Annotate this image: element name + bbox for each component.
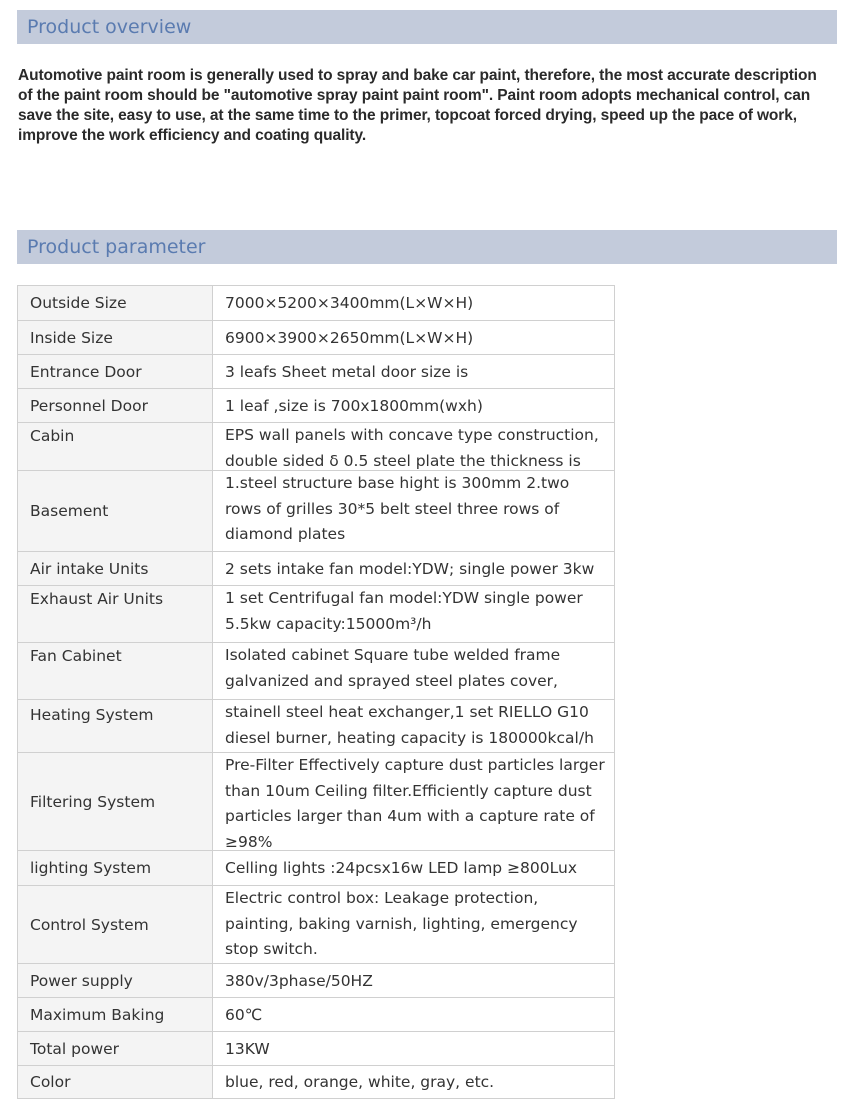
row-label: Air intake Units — [18, 552, 213, 586]
table-row — [18, 552, 615, 586]
row-label: Maximum Baking — [18, 998, 213, 1032]
row-label: Outside Size — [18, 286, 213, 321]
row-value-cell — [213, 886, 615, 964]
row-value-cell — [213, 643, 615, 700]
product-overview-text: Automotive paint room is generally used to spray and bake car paint, therefore, the most accurate description of the paint room should be "automotive spray paint paint room". Paint room adopts mechanical control, can save the site, easy to use, at the same time to the primer, topcoat forced drying, speed up the pace of work, improve the work efficiency and coating quality. — [18, 67, 817, 144]
row-value-cell — [213, 700, 615, 753]
table-row — [18, 586, 615, 643]
table-row — [18, 886, 615, 964]
row-label: Heating System — [18, 700, 213, 753]
row-label: Control System — [18, 886, 213, 964]
table-row — [18, 471, 615, 552]
row-value: 7000×5200×3400mm(L×W×H) — [213, 286, 615, 321]
row-label: Inside Size — [18, 321, 213, 355]
row-value-cell — [213, 471, 615, 552]
table-row — [18, 355, 615, 389]
table-row — [18, 1032, 615, 1066]
row-label: Entrance Door — [18, 355, 213, 389]
row-label: Exhaust Air Units — [18, 586, 213, 643]
row-label: Color — [18, 1066, 213, 1099]
table-row — [18, 851, 615, 886]
table-row — [18, 423, 615, 471]
row-value: EPS wall panels with concave type construction, double sided δ 0.5 steel plate the thickness is — [225, 426, 599, 469]
row-label: Filtering System — [18, 753, 213, 851]
row-label: Cabin — [18, 423, 213, 471]
table-row — [18, 643, 615, 700]
row-value: 1.steel structure base hight is 300mm 2.two rows of grilles 30*5 belt steel three rows of diamond plates — [225, 474, 570, 543]
product-parameter-title: Product parameter — [27, 236, 206, 258]
row-label: Personnel Door — [18, 389, 213, 423]
row-value: stainell steel heat exchanger,1 set RIELLO G10 diesel burner, heating capacity is 180000kcal/h — [225, 703, 594, 747]
row-label: Total power — [18, 1032, 213, 1066]
row-value: 3 leafs Sheet metal door size is — [213, 355, 615, 389]
row-value: Celling lights :24pcsx16w LED lamp ≥800Lux — [213, 851, 615, 886]
table-row — [18, 1066, 615, 1099]
product-overview-header — [17, 10, 837, 44]
row-value: 1 leaf ,size is 700x1800mm(wxh) — [213, 389, 615, 423]
table-row — [18, 286, 615, 321]
product-overview-title: Product overview — [27, 16, 192, 38]
row-value: 6900×3900×2650mm(L×W×H) — [213, 321, 615, 355]
table-row — [18, 753, 615, 851]
row-value: Pre-Filter Effectively capture dust particles larger than 10um Ceiling filter.Efficiently capture dust particles larger than 4um with a capture rate of ≥98% — [225, 756, 605, 849]
row-value: 1 set Centrifugal fan model:YDW single power 5.5kw capacity:15000m³/h — [225, 589, 583, 633]
row-value: 2 sets intake fan model:YDW; single power 3kw — [213, 552, 615, 586]
row-value: 60℃ — [213, 998, 615, 1032]
table-row — [18, 964, 615, 998]
row-label: Fan Cabinet — [18, 643, 213, 700]
row-value: Isolated cabinet Square tube welded frame galvanized and sprayed steel plates cover, — [225, 646, 561, 690]
table-row — [18, 998, 615, 1032]
table-row — [18, 389, 615, 423]
row-label: Basement — [18, 471, 213, 552]
row-value-cell — [213, 753, 615, 851]
row-value: Electric control box: Leakage protection, painting, baking varnish, lighting, emergency stop switch. — [225, 889, 578, 958]
row-label: Power supply — [18, 964, 213, 998]
row-value: blue, red, orange, white, gray, etc. — [213, 1066, 615, 1099]
table-row — [18, 321, 615, 355]
row-value: 13KW — [213, 1032, 615, 1066]
table-row — [18, 700, 615, 753]
product-parameter-header — [17, 230, 837, 264]
row-value: 380v/3phase/50HZ — [213, 964, 615, 998]
parameter-table — [17, 285, 615, 1099]
row-value-cell — [213, 586, 615, 643]
row-label: lighting System — [18, 851, 213, 886]
row-value-cell — [213, 423, 615, 471]
